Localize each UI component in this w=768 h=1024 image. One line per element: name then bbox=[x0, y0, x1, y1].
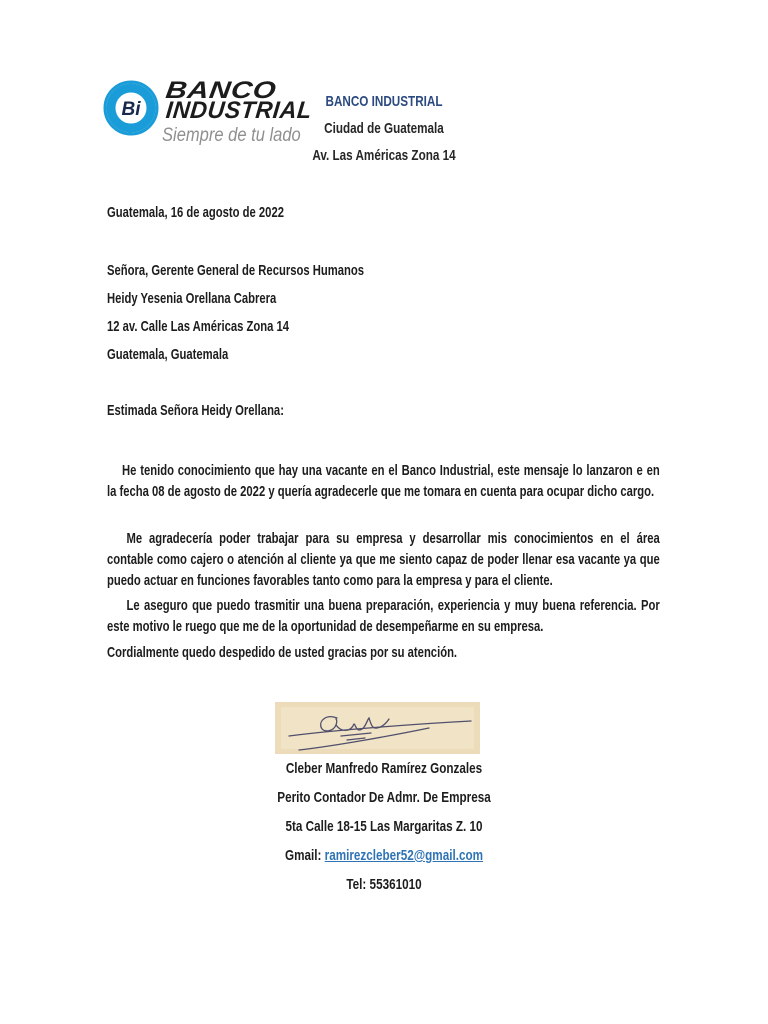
signer-title: Perito Contador De Admr. De Empresa bbox=[277, 789, 491, 806]
bi-monogram: Bi bbox=[121, 99, 141, 120]
signer-name: Cleber Manfredo Ramírez Gonzales bbox=[285, 760, 483, 777]
logo-tagline: Siempre de tu lado bbox=[162, 125, 301, 146]
signature-block bbox=[84, 758, 683, 903]
signature-image bbox=[275, 702, 480, 754]
letterhead-city: Ciudad de Guatemala bbox=[324, 120, 444, 137]
salutation: Estimada Señora Heidy Orellana: bbox=[107, 402, 284, 419]
email-link[interactable]: ramirezcleber52@gmail.com bbox=[324, 847, 484, 864]
letterhead-bank-name: BANCO INDUSTRIAL bbox=[325, 93, 443, 110]
recipient-block bbox=[107, 260, 660, 372]
recipient-street: 12 av. Calle Las Américas Zona 14 bbox=[107, 318, 289, 335]
logo-name-line2: INDUSTRIAL bbox=[164, 97, 314, 124]
paragraph-3: Le aseguro que puedo trasmitir una buena preparación, experiencia y muy buena referencia. Por este motivo le ruego que me de la oportunidad de desempeñarme en su empresa. bbox=[107, 597, 660, 635]
closing-line: Cordialmente quedo despedido de usted gracias por su atención. bbox=[107, 644, 458, 661]
recipient-role: Señora, Gerente General de Recursos Humanos bbox=[107, 262, 364, 279]
recipient-city: Guatemala, Guatemala bbox=[107, 346, 229, 363]
logo-name-line1: BANCO bbox=[164, 77, 278, 104]
letterhead-address: Av. Las Américas Zona 14 bbox=[312, 147, 456, 164]
recipient-name: Heidy Yesenia Orellana Cabrera bbox=[107, 290, 277, 307]
email-label: Gmail: bbox=[284, 847, 322, 864]
signer-email-line bbox=[84, 845, 683, 866]
signer-phone: Tel: 55361010 bbox=[346, 876, 422, 893]
signer-address: 5ta Calle 18-15 Las Margaritas Z. 10 bbox=[285, 818, 483, 835]
handwritten-signature-icon bbox=[275, 702, 480, 754]
paragraph-2: Me agradecería poder trabajar para su empresa y desarrollar mis conocimientos en el área contable como cajero o atención al cliente ya que me siento capaz de poder llenar esa vacante ya que puedo actuar en funciones favorables tanto como para la empresa y para el cliente. bbox=[107, 530, 660, 589]
paragraph-1: He tenido conocimiento que hay una vacante en el Banco Industrial, este mensaje lo lanzaron e en la fecha 08 de agosto de 2022 y quería agradecerle que me tomara en cuenta para ocupar dicho cargo. bbox=[107, 462, 660, 500]
date-line: Guatemala, 16 de agosto de 2022 bbox=[107, 204, 284, 221]
